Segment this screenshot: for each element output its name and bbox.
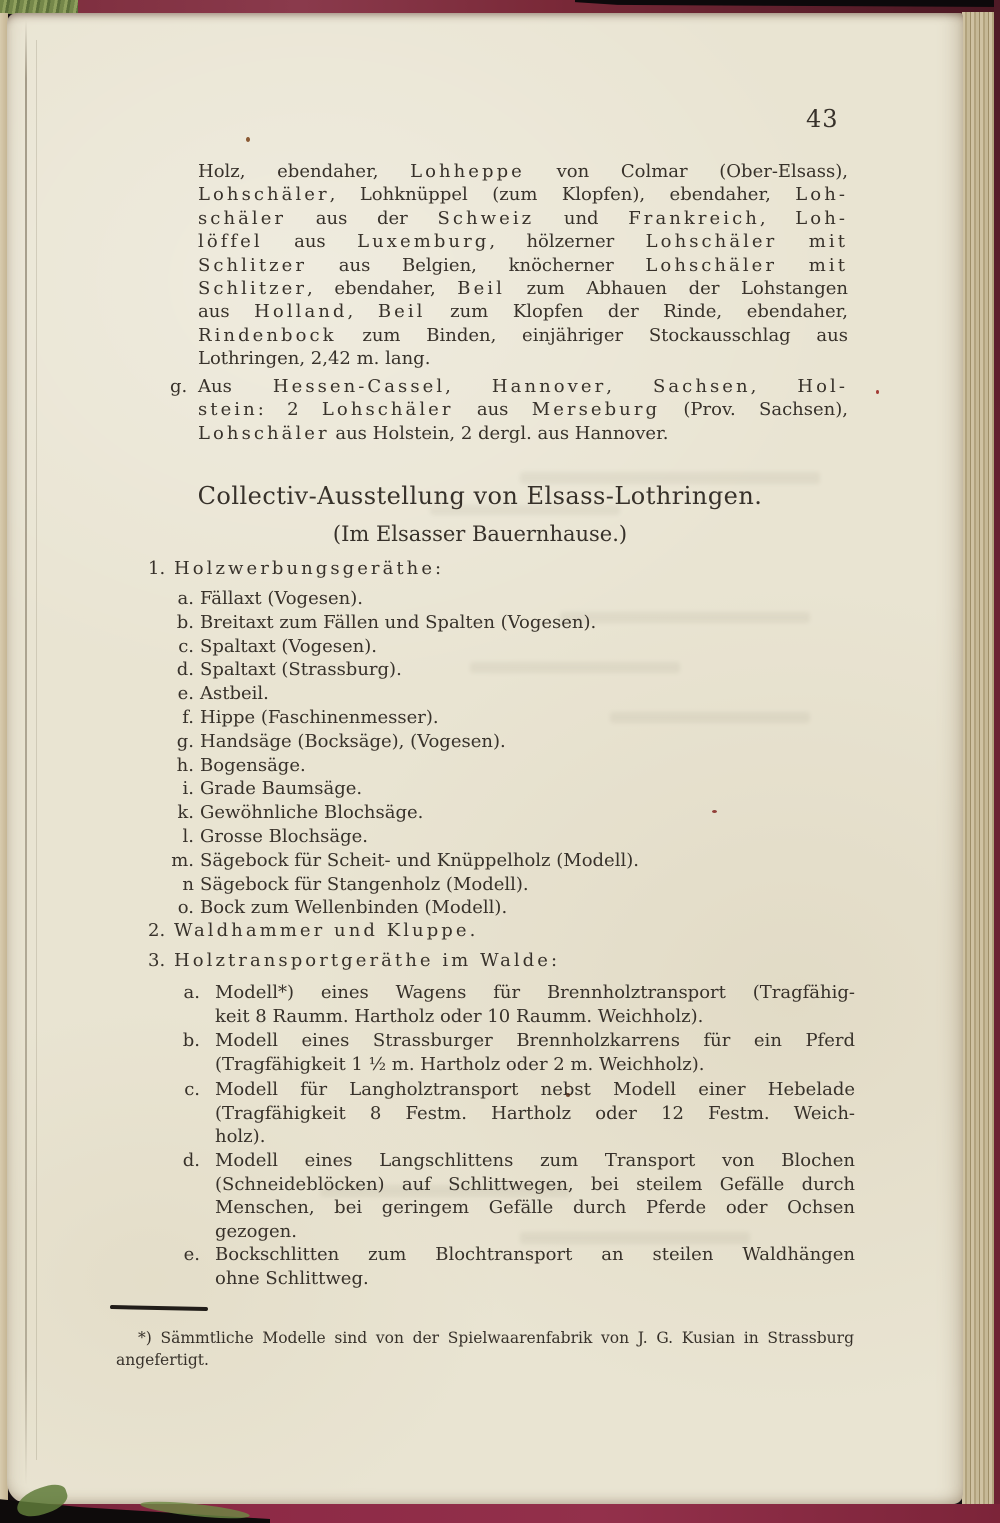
- intro-paragraph: [198, 160, 848, 371]
- section-subtitle: (Im Elsasser Bauernhause.): [332, 522, 628, 546]
- list-item: m. Sägebock für Scheit- und Knüppelholz (Modell).: [171, 849, 639, 871]
- entry-3-text: Holztransportgeräthe im Walde:: [174, 950, 558, 971]
- list-item: i. Grade Baumsäge.: [182, 778, 363, 800]
- page-edge-stack-right: [962, 12, 995, 1506]
- text-line: (Schneideblöcken) auf Schlittwegen, bei steilem Gefälle durch: [215, 1173, 855, 1195]
- text-line: Lohschäler aus Holstein, 2 dergl. aus Hannover.: [198, 422, 669, 444]
- list1-header-text: Holzwerbungsgeräthe:: [174, 558, 442, 579]
- list-item: l. Grosse Blochsäge.: [182, 825, 369, 847]
- text-line: (Tragfähigkeit 1 ½ m. Hartholz oder 2 m. Weichholz).: [215, 1053, 705, 1075]
- text-line: Schlitzer, ebendaher, Beil zum Abhauen der Lohstangen: [198, 278, 848, 300]
- text-line: (Tragfähigkeit 8 Festm. Hartholz oder 12 Festm. Weich-: [215, 1102, 855, 1124]
- entry-3: [148, 949, 868, 973]
- text-line: Rindenbock zum Binden, einjähriger Stockausschlag aus: [198, 324, 848, 346]
- text-line: Modell eines Strassburger Brennholzkarrens für ein Pferd: [215, 1030, 855, 1051]
- list-item: e. Astbeil.: [177, 683, 269, 705]
- list-item: a. Fällaxt (Vogesen).: [177, 588, 363, 609]
- list1-header: [148, 557, 868, 581]
- list-item: a. Modell*) eines Wagens für Brennholztransport (Tragfähig- keit 8 Raumm. Hartholz oder 10 Raumm. Weichholz).: [183, 982, 855, 1027]
- list-item: c. Spaltaxt (Vogesen).: [178, 635, 378, 657]
- list-item-text: [215, 1149, 855, 1243]
- entry-2-number: 2.: [148, 920, 166, 941]
- text-line: Modell eines Langschlittens zum Transport von Blochen: [215, 1150, 855, 1171]
- list-item: e. Bockschlitten zum Blochtransport an steilen Waldhängen ohne Schlittweg.: [183, 1244, 855, 1289]
- list-item: k. Gewöhnliche Blochsäge.: [177, 802, 424, 824]
- text-line: Menschen, bei geringem Gefälle durch Pferde oder Ochsen: [215, 1197, 855, 1219]
- text-line: holz).: [215, 1126, 266, 1148]
- text-line: Modell*) eines Wagens für Brennholztransport (Tragfähig-: [215, 982, 855, 1003]
- list-item: n Sägebock für Stangenholz (Modell).: [182, 873, 529, 895]
- list-item: o. Bock zum Wellenbinden (Modell).: [177, 897, 508, 919]
- list-item: b. Modell eines Strassburger Brennholzkarrens für ein Pferd (Tragfähigkeit 1 ½ m. Hartholz oder 2 m. Weichholz).: [182, 1030, 855, 1075]
- entry-g-label: g.: [170, 376, 188, 397]
- text-line: Lothringen, 2,42 m. lang.: [198, 348, 431, 370]
- text-line: ohne Schlittweg.: [215, 1267, 369, 1289]
- page-crease-line: [25, 20, 27, 1485]
- list-item: c. Modell für Langholztransport nebst Modell einer Hebelade (Tragfähigkeit 8 Festm. Hartholz oder 12 Festm. Weich- holz).: [184, 1079, 855, 1148]
- list-item-text: [215, 1243, 855, 1290]
- list-item-text: [215, 1029, 855, 1076]
- list1-items: [132, 587, 872, 920]
- text-line: löffel aus Luxemburg, hölzerner Lohschäler mit: [198, 231, 848, 253]
- text-line: Lohschäler, Lohknüppel (zum Klopfen), ebendaher, Loh-: [198, 184, 848, 206]
- list-item: b. Breitaxt zum Fällen und Spalten (Vogesen).: [176, 611, 597, 633]
- text-line: Aus Hessen-Cassel, Hannover, Sachsen, Hol-: [198, 376, 848, 397]
- list-item: d. Spaltaxt (Strassburg).: [176, 659, 402, 681]
- list-item: g. Handsäge (Bocksäge), (Vogesen).: [176, 730, 506, 752]
- list-item-text: [215, 981, 855, 1028]
- text-line: Modell für Langholztransport nebst Modell einer Hebelade: [215, 1079, 855, 1100]
- list-item: h. Bogensäge.: [176, 754, 306, 776]
- text-line: aus Holland, Beil zum Klopfen der Rinde, ebendaher,: [198, 301, 848, 323]
- text-line: schäler aus der Schweiz und Frankreich, Loh-: [198, 207, 848, 229]
- text-line: Bockschlitten zum Blochtransport an steilen Waldhängen: [215, 1244, 855, 1265]
- book-headband-green: [0, 0, 78, 14]
- entry-3-number: 3.: [148, 950, 166, 971]
- text-line: stein: 2 Lohschäler aus Merseburg (Prov. Sachsen),: [198, 399, 848, 421]
- entry-2: [148, 919, 868, 943]
- list-item: f. Hippe (Faschinenmesser).: [182, 706, 439, 728]
- footnote: [116, 1328, 854, 1371]
- paper-speck: [876, 390, 879, 394]
- page-number: 43: [806, 105, 839, 133]
- text-line: *) Sämmtliche Modelle sind von der Spielwaarenfabrik von J. G. Kusian in Strassburg: [138, 1329, 854, 1347]
- text-line: Schlitzer aus Belgien, knöcherner Lohschäler mit: [198, 254, 848, 276]
- text-line: gezogen.: [215, 1220, 297, 1242]
- text-line: keit 8 Raumm. Hartholz oder 10 Raumm. Weichholz).: [215, 1005, 704, 1027]
- text-line: Holz, ebendaher, Lohheppe von Colmar (Ober-Elsass),: [198, 161, 848, 182]
- list1-number: 1.: [148, 558, 166, 579]
- page-crease-line-faint: [36, 40, 37, 1460]
- text-line: angefertigt.: [116, 1350, 209, 1369]
- paper-speck: [246, 137, 250, 142]
- entry-g-paragraph: [198, 375, 848, 445]
- section-title: Collectiv-Ausstellung von Elsass-Lothringen.: [197, 482, 763, 510]
- list-item: d. Modell eines Langschlittens zum Transport von Blochen (Schneideblöcken) auf Schlittwegen, bei steilem Gefälle durch Menschen, bei geringem Gefälle durch Pferde oder Ochsen gezogen.: [182, 1150, 855, 1242]
- list-item-text: [215, 1078, 855, 1149]
- book-cover-right-edge: [994, 0, 1000, 1523]
- entry-2-text: Waldhammer und Kluppe.: [174, 920, 476, 941]
